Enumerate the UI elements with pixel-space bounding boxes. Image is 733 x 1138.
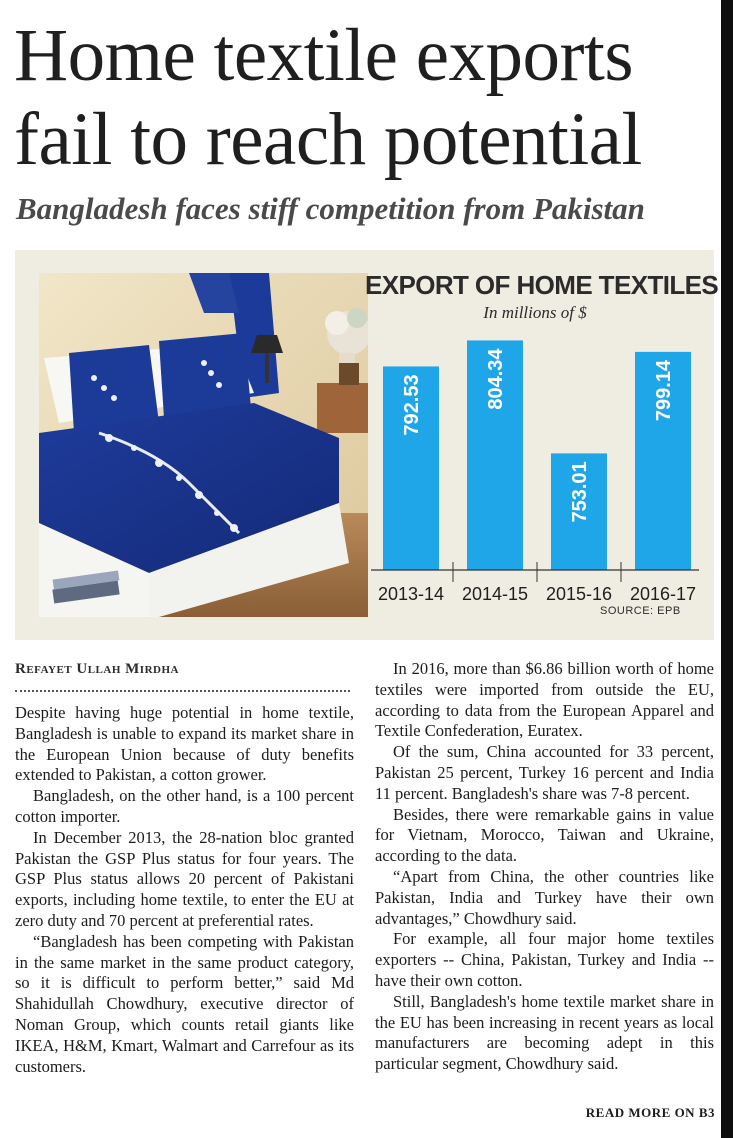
article-paragraph: Still, Bangladesh's home textile market share in the EU has been increasing in recent years as local manufacturers are becoming adept in this particular segment, Chowdhury said. (375, 991, 714, 1074)
export-bar-chart (365, 325, 705, 625)
headline: Home textile exports fail to reach potential (14, 14, 642, 181)
bar-value-label: 792.53 (401, 374, 423, 436)
x-tick-label: 2014-15 (461, 584, 529, 604)
byline: Refayet Ullah Mirdha (15, 661, 179, 677)
article-paragraph: Of the sum, China accounted for 33 percent, Pakistan 25 percent, Turkey 16 percent and India 11 percent. Bangladesh's share was 7-8 percent. (375, 742, 714, 803)
article-paragraph: Despite having huge potential in home textile, Bangladesh is unable to expand its market share in the European Union because of duty benefits extended to Pakistan, a cotton grower. (15, 703, 354, 785)
byline-divider (15, 690, 350, 692)
article-paragraph: “Bangladesh has been competing with Pakistan in the same market in the same product category, so it is difficult to perform better,” said Md Shahidullah Chowdhury, executive director of Noman Group, which counts retail giants like IKEA, H&M, Kmart, Walmart and Carrefour as its customers. (15, 931, 354, 1076)
chart-title: EXPORT OF HOME TEXTILES (365, 270, 719, 300)
x-tick-label: 2016-17 (629, 584, 697, 604)
article-left-column (15, 703, 354, 1077)
article-right-column (375, 659, 714, 1075)
bedding-illustration (39, 273, 368, 617)
page-edge-rule (721, 0, 733, 1138)
bar-value-label: 753.01 (569, 461, 591, 523)
bar-value-label: 799.14 (653, 359, 675, 422)
article-paragraph: For example, all four major home textiles exporters -- China, Pakistan, Turkey and India -- have their own cotton. (375, 929, 714, 990)
chart-source: SOURCE: EPB (600, 605, 681, 617)
article-paragraph: Besides, there were remarkable gains in value for Vietnam, Morocco, Taiwan and Ukraine, according to the data. (375, 804, 714, 866)
read-more-link[interactable]: READ MORE ON B3 (585, 1105, 715, 1120)
article-paragraph: Bangladesh, on the other hand, is a 100 percent cotton importer. (15, 786, 354, 826)
bar-value-label: 804.34 (485, 348, 507, 410)
x-tick-label: 2013-14 (377, 584, 445, 604)
bedding-photo (39, 273, 368, 617)
chart-subtitle: In millions of $ (483, 303, 587, 322)
article-paragraph: “Apart from China, the other countries like Pakistan, India and Turkey have their own advantages,” Chowdhury said. (375, 866, 714, 928)
x-tick-label: 2015-16 (545, 584, 613, 604)
article-paragraph: In 2016, more than $6.86 billion worth of home textiles were imported from outside the EU, according to data from the European Apparel and Textile Confederation, Euratex. (375, 659, 714, 741)
subheadline: Bangladesh faces stiff competition from Pakistan (16, 191, 645, 226)
article-paragraph: In December 2013, the 28-nation bloc granted Pakistan the GSP Plus status for four years. The GSP Plus status allows 20 percent of Pakistani exports, including home textile, to enter the EU at zero duty and 70 percent at preferential rates. (15, 827, 354, 930)
